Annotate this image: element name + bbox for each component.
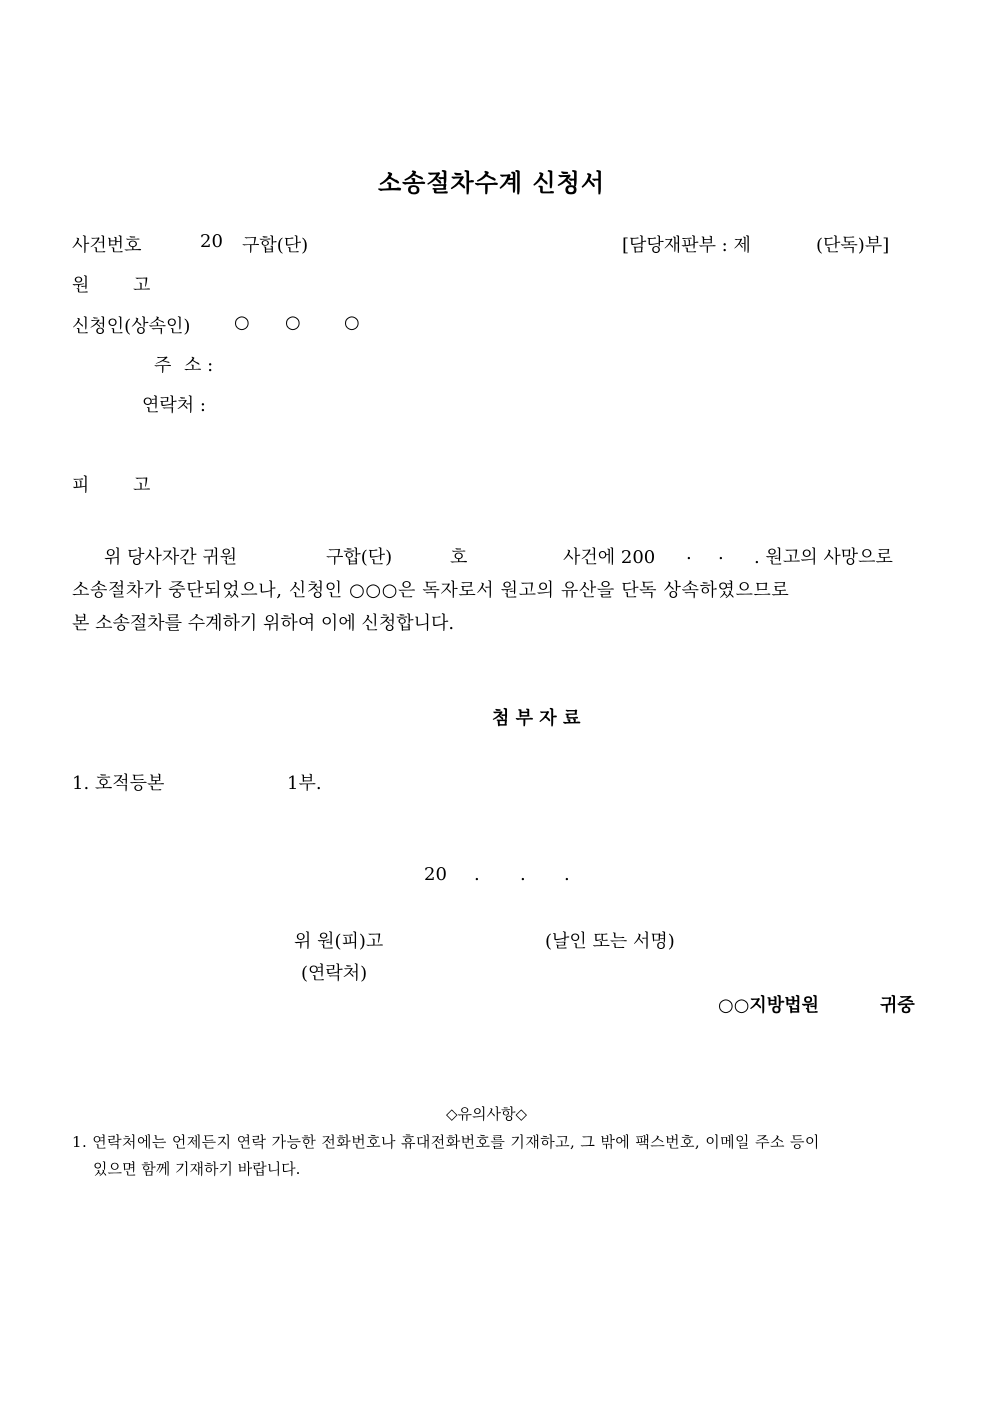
case-type: 구합(단): [242, 235, 309, 256]
contact-label: 연락처 :: [142, 395, 206, 416]
plaintiff-label-a: 원: [72, 275, 90, 296]
applicant-label: 신청인(상속인): [72, 316, 191, 337]
date-dot-3: .: [564, 864, 570, 885]
body-line1-dot1: .: [686, 543, 692, 564]
applicant-name-mark-1: ○: [234, 312, 250, 333]
date-year: 20: [424, 864, 447, 885]
signature-party: 위 원(피)고: [294, 931, 384, 952]
body-line1-dot2: .: [718, 543, 724, 564]
date-dot-1: .: [474, 864, 480, 885]
defendant-label-b: 고: [133, 475, 151, 496]
case-year-prefix: 20: [200, 231, 223, 252]
signature-contact: (연락처): [301, 963, 368, 984]
body-line2: 소송절차가 중단되었으나, 신청인 ○○○은 독자로서 원고의 유산을 단독 상속하였으므로: [72, 580, 790, 601]
body-line1-part2: 구합(단): [326, 547, 393, 568]
court-honorific: 귀중: [880, 995, 915, 1016]
notice-line1: 1. 연락처에는 언제든지 연락 가능한 전화번호나 휴대전화번호를 기재하고, 그 밖에 팩스번호, 이메일 주소 등이: [72, 1133, 820, 1151]
notice-line2: 있으면 함께 기재하기 바랍니다.: [93, 1160, 301, 1178]
court-name: ○○지방법원: [718, 995, 819, 1016]
body-line1-part5: . 원고의 사망으로: [754, 547, 893, 568]
address-label-a: 주: [154, 355, 172, 376]
page-title: 소송절차수계 신청서: [378, 168, 606, 197]
applicant-name-mark-2: ○: [285, 312, 301, 333]
body-line1-part3: 호: [450, 547, 468, 568]
case-number-label: 사건번호: [72, 235, 142, 256]
applicant-name-mark-3: ○: [344, 312, 360, 333]
address-label-b: 소 :: [184, 355, 214, 376]
attachments-heading: 첨 부 자 료: [492, 708, 581, 729]
signature-seal: (날인 또는 서명): [545, 931, 675, 952]
division-label: [담당재판부 : 제: [622, 235, 751, 256]
body-line1-part4: 사건에 200: [563, 547, 656, 568]
plaintiff-label-b: 고: [133, 275, 151, 296]
attachment-item-name: 1. 호적등본: [72, 773, 165, 794]
body-line3: 본 소송절차를 수계하기 위하여 이에 신청합니다.: [72, 613, 455, 634]
division-suffix: (단독)부]: [816, 235, 890, 256]
attachment-item-count: 1부.: [287, 773, 322, 794]
body-line1-part1: 위 당사자간 귀원: [104, 547, 238, 568]
notice-heading: ◇유의사항◇: [446, 1105, 528, 1123]
defendant-label-a: 피: [72, 475, 90, 496]
date-dot-2: .: [520, 864, 526, 885]
